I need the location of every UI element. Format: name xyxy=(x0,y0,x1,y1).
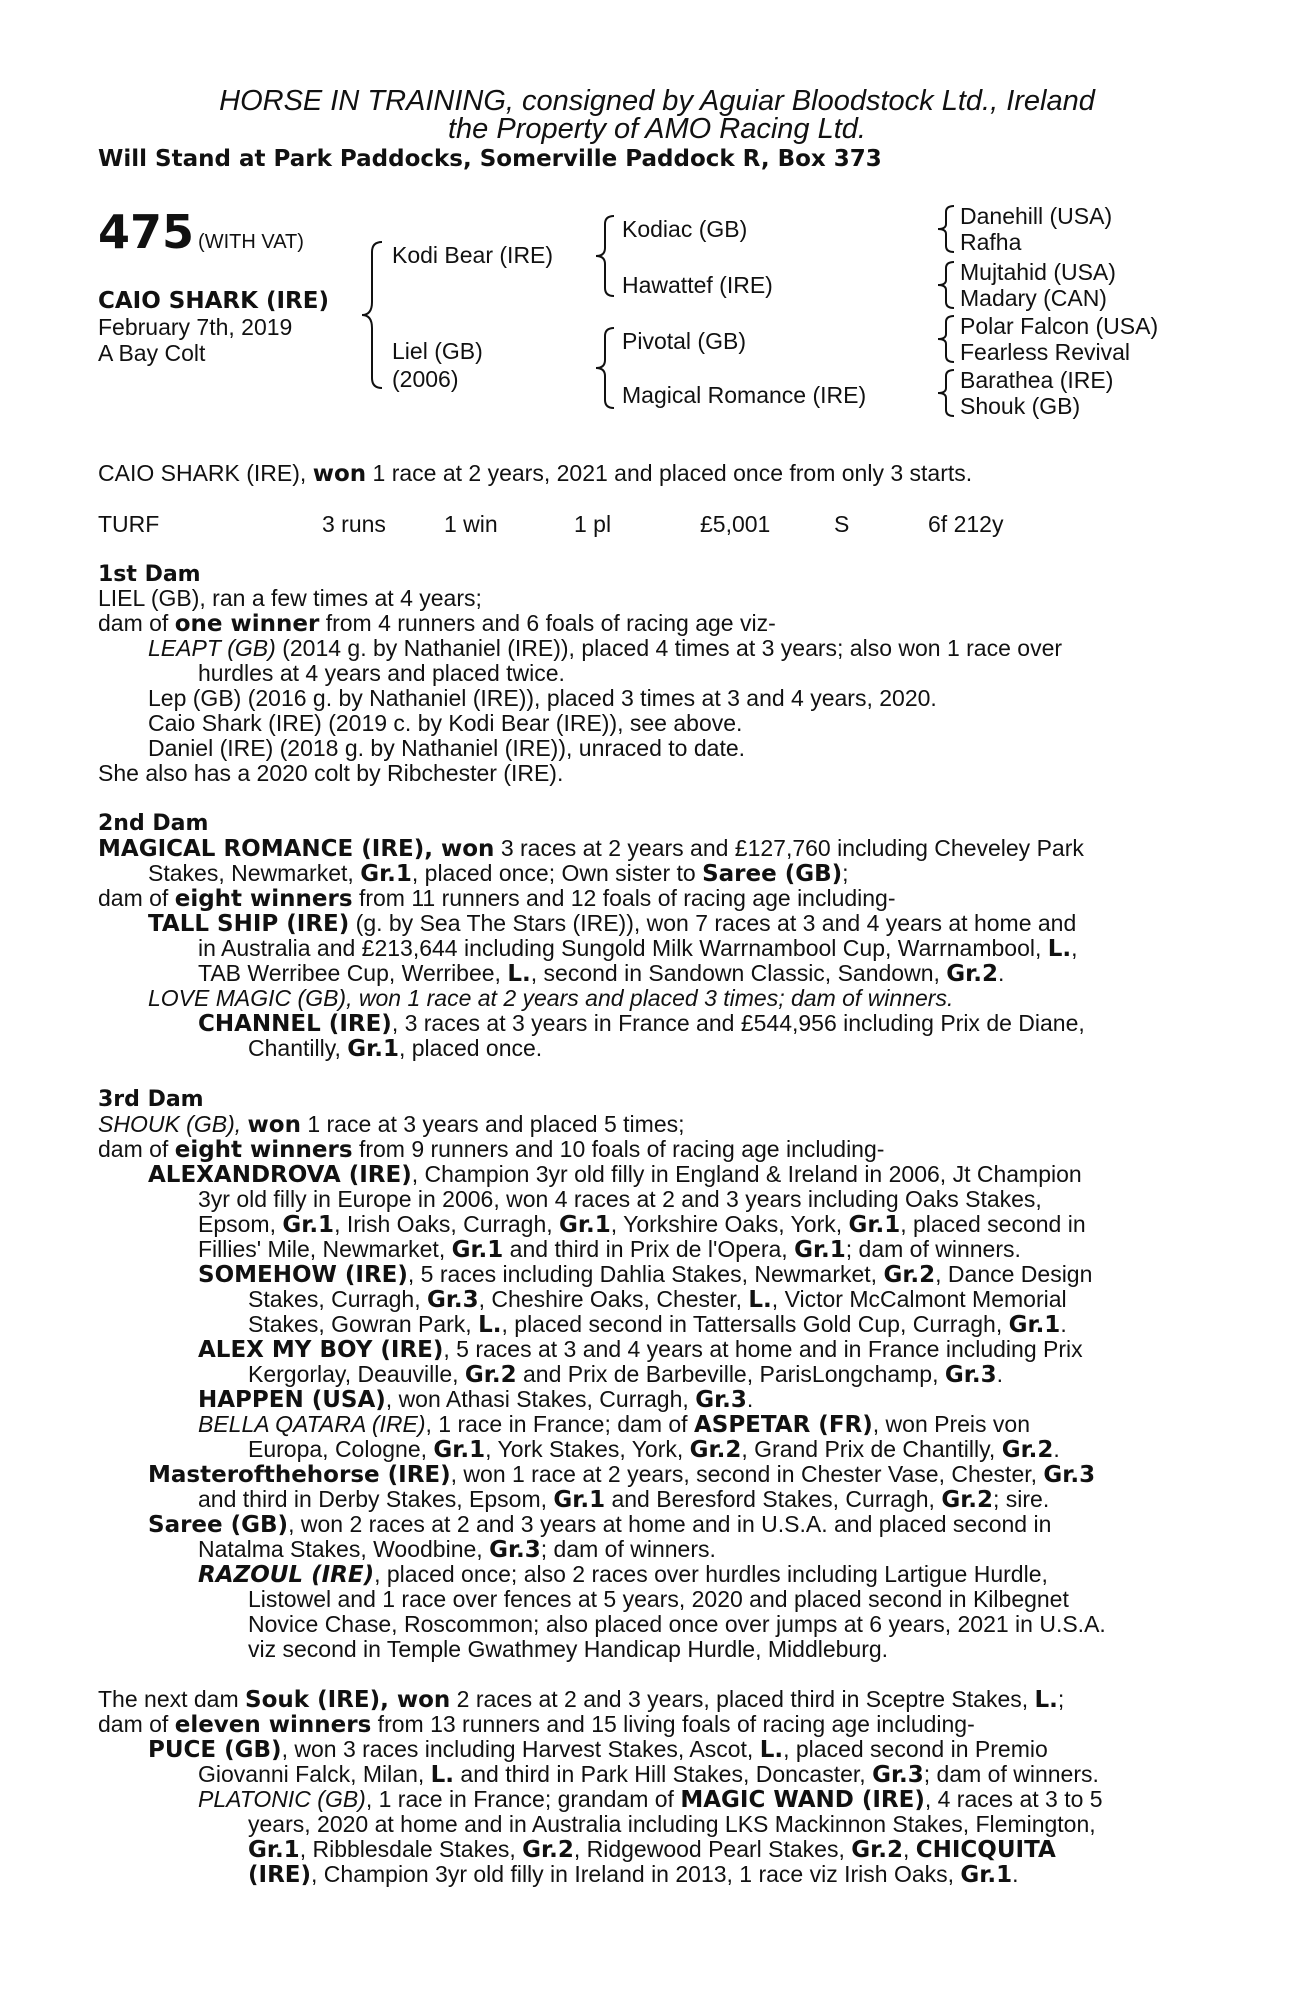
third-dam-line: Saree (GB), won 2 races at 2 and 3 years at home and in U.S.A. and placed second in xyxy=(148,1511,1052,1538)
summary-text: CAIO SHARK (IRE), xyxy=(98,460,313,486)
second-dam-line: MAGICAL ROMANCE (IRE), won 3 races at 2 years and £127,760 including Cheveley Park xyxy=(98,835,1084,862)
second-dam-heading: 2nd Dam xyxy=(98,811,209,836)
sire-dam-brace xyxy=(360,240,390,390)
lot-number-block xyxy=(98,205,304,259)
stat-earnings: £5,001 xyxy=(700,511,771,537)
stand-location: Will Stand at Park Paddocks, Somerville Paddock R, Box 373 xyxy=(98,146,882,172)
next-dam-line: Giovanni Falck, Milan, L. and third in Park Hill Stakes, Doncaster, Gr.3; dam of winners. xyxy=(198,1761,1099,1788)
third-dam-line: HAPPEN (USA), won Athasi Stakes, Curragh, Gr.3. xyxy=(198,1386,754,1413)
stat-surface: TURF xyxy=(98,511,160,537)
sire-name: Kodi Bear (IRE) xyxy=(392,242,554,268)
third-dam-line: Natalma Stakes, Woodbine, Gr.3; dam of winners. xyxy=(198,1536,716,1563)
second-dam-line: dam of eight winners from 11 runners and 12 foals of racing age including- xyxy=(98,885,896,912)
third-dam-line: Epsom, Gr.1, Irish Oaks, Curragh, Gr.1, Yorkshire Oaks, York, Gr.1, placed second in xyxy=(198,1211,1086,1238)
stat-places: 1 pl xyxy=(574,511,612,537)
ancestor-1: Danehill (USA) xyxy=(960,203,1113,229)
dam-parents-brace xyxy=(594,326,620,410)
horse-name: CAIO SHARK (IRE) xyxy=(98,288,329,314)
stat-ground: S xyxy=(834,511,850,537)
ancestor-3: Mujtahid (USA) xyxy=(960,259,1116,285)
summary-won: won xyxy=(312,461,367,487)
first-dam-line: Daniel (IRE) (2018 g. by Nathaniel (IRE)), unraced to date. xyxy=(148,735,746,761)
third-dam-line: ALEXANDROVA (IRE), Champion 3yr old filly in England & Ireland in 2006, Jt Champion xyxy=(148,1161,1082,1188)
next-dam-line: dam of eleven winners from 13 runners and 15 living foals of racing age including- xyxy=(98,1711,975,1738)
second-dam-line: in Australia and £213,644 including Sungold Milk Warrnambool Cup, Warrnambool, L., xyxy=(198,935,1078,962)
first-dam-line: Lep (GB) (2016 g. by Nathaniel (IRE)), placed 3 times at 3 and 4 years, 2020. xyxy=(148,685,937,711)
third-dam-line: Kergorlay, Deauville, Gr.2 and Prix de Barbeville, ParisLongchamp, Gr.3. xyxy=(248,1361,1003,1388)
gen3-brace-2 xyxy=(936,260,958,310)
third-dam-line: SHOUK (GB), won 1 race at 3 years and placed 5 times; xyxy=(98,1111,685,1138)
third-dam-line: Stakes, Gowran Park, L., placed second in Tattersalls Gold Cup, Curragh, Gr.1. xyxy=(248,1311,1067,1338)
third-dam-line: 3yr old filly in Europe in 2006, won 4 races at 2 and 3 years including Oaks Stakes, xyxy=(198,1186,1042,1212)
third-dam-line: and third in Derby Stakes, Epsom, Gr.1 and Beresford Stakes, Curragh, Gr.2; sire. xyxy=(198,1486,1050,1513)
ancestor-4: Madary (CAN) xyxy=(960,285,1107,311)
next-dam-line: The next dam Souk (IRE), won 2 races at 2 and 3 years, placed third in Sceptre Stakes, L.; xyxy=(98,1686,1065,1713)
third-dam-line: Stakes, Curragh, Gr.3, Cheshire Oaks, Chester, L., Victor McCalmont Memorial xyxy=(248,1286,1067,1313)
third-dam-line: SOMEHOW (IRE), 5 races including Dahlia Stakes, Newmarket, Gr.2, Dance Design xyxy=(198,1261,1093,1288)
ancestor-8: Shouk (GB) xyxy=(960,393,1081,419)
next-dam-line: PUCE (GB), won 3 races including Harvest Stakes, Ascot, L., placed second in Premio xyxy=(148,1736,1048,1763)
lot-number: 475 xyxy=(98,205,195,259)
sire-parents-brace xyxy=(594,214,620,298)
summary-rest: 1 race at 2 years, 2021 and placed once from only 3 starts. xyxy=(366,460,973,486)
third-dam-line: Novice Chase, Roscommon; also placed once over jumps at 6 years, 2021 in U.S.A. xyxy=(248,1611,1106,1637)
gen3-brace-4 xyxy=(936,368,958,418)
horse-description: A Bay Colt xyxy=(98,340,206,366)
dam-dam: Magical Romance (IRE) xyxy=(622,382,867,408)
next-dam-line: (IRE), Champion 3yr old filly in Ireland in 2013, 1 race viz Irish Oaks, Gr.1. xyxy=(248,1861,1019,1888)
property-line: the Property of AMO Racing Ltd. xyxy=(447,113,866,145)
stat-wins: 1 win xyxy=(444,511,498,537)
ancestor-5: Polar Falcon (USA) xyxy=(960,313,1159,339)
next-dam-line: years, 2020 at home and in Australia including LKS Mackinnon Stakes, Flemington, xyxy=(248,1811,1096,1837)
first-dam-line: She also has a 2020 colt by Ribchester (IRE). xyxy=(98,760,564,786)
third-dam-line: dam of eight winners from 9 runners and 10 foals of racing age including- xyxy=(98,1136,885,1163)
consignor-line: HORSE IN TRAINING, consigned by Aguiar Bloodstock Ltd., Ireland xyxy=(219,85,1095,117)
ancestor-7: Barathea (IRE) xyxy=(960,367,1114,393)
race-summary xyxy=(98,460,972,487)
dam-name: Liel (GB) xyxy=(392,338,483,364)
third-dam-heading: 3rd Dam xyxy=(98,1087,204,1112)
gen3-brace-3 xyxy=(936,314,958,364)
third-dam-line: ALEX MY BOY (IRE), 5 races at 3 and 4 years at home and in France including Prix xyxy=(198,1336,1083,1363)
first-dam-line: LEAPT (GB) (2014 g. by Nathaniel (IRE)), placed 4 times at 3 years; also won 1 race over xyxy=(148,635,1063,661)
second-dam-line: TALL SHIP (IRE) (g. by Sea The Stars (IRE)), won 7 races at 3 and 4 years at home and xyxy=(148,910,1077,937)
third-dam-line: Masterofthehorse (IRE), won 1 race at 2 years, second in Chester Vase, Chester, Gr.3 xyxy=(148,1461,1096,1488)
third-dam-line: Fillies' Mile, Newmarket, Gr.1 and third in Prix de l'Opera, Gr.1; dam of winners. xyxy=(198,1236,1021,1263)
third-dam-line: Listowel and 1 race over fences at 5 years, 2020 and placed second in Kilbegnet xyxy=(248,1586,1069,1612)
stat-distance: 6f 212y xyxy=(928,511,1004,537)
second-dam-line: CHANNEL (IRE), 3 races at 3 years in France and £544,956 including Prix de Diane, xyxy=(198,1010,1085,1037)
stat-runs: 3 runs xyxy=(322,511,386,537)
first-dam-line: hurdles at 4 years and placed twice. xyxy=(198,660,565,686)
ancestor-6: Fearless Revival xyxy=(960,339,1130,365)
second-dam-line: Chantilly, Gr.1, placed once. xyxy=(248,1035,543,1062)
third-dam-line: Europa, Cologne, Gr.1, York Stakes, York, Gr.2, Grand Prix de Chantilly, Gr.2. xyxy=(248,1436,1060,1463)
next-dam-line: PLATONIC (GB), 1 race in France; grandam of MAGIC WAND (IRE), 4 races at 3 to 5 xyxy=(198,1786,1103,1813)
second-dam-line: Stakes, Newmarket, Gr.1, placed once; Own sister to Saree (GB); xyxy=(148,860,849,887)
dam-year: (2006) xyxy=(392,366,459,392)
third-dam-line: viz second in Temple Gwathmey Handicap Hurdle, Middleburg. xyxy=(248,1636,889,1662)
sire-sire: Kodiac (GB) xyxy=(622,216,748,242)
gen3-brace-1 xyxy=(936,204,958,254)
second-dam-line: TAB Werribee Cup, Werribee, L., second in Sandown Classic, Sandown, Gr.2. xyxy=(198,960,1005,987)
dam-sire: Pivotal (GB) xyxy=(622,328,746,354)
third-dam-line: BELLA QATARA (IRE), 1 race in France; dam of ASPETAR (FR), won Preis von xyxy=(198,1411,1031,1438)
ancestor-2: Rafha xyxy=(960,229,1022,255)
vat-label: (WITH VAT) xyxy=(198,231,304,253)
first-dam-line: LIEL (GB), ran a few times at 4 years; xyxy=(98,585,482,611)
first-dam-line: dam of one winner from 4 runners and 6 foals of racing age viz- xyxy=(98,610,776,637)
sire-dam: Hawattef (IRE) xyxy=(622,272,773,298)
first-dam-line: Caio Shark (IRE) (2019 c. by Kodi Bear (IRE)), see above. xyxy=(148,710,743,736)
second-dam-line: LOVE MAGIC (GB), won 1 race at 2 years and placed 3 times; dam of winners. xyxy=(148,985,954,1011)
next-dam-line: Gr.1, Ribblesdale Stakes, Gr.2, Ridgewood Pearl Stakes, Gr.2, CHICQUITA xyxy=(248,1836,1056,1863)
first-dam-heading: 1st Dam xyxy=(98,562,201,587)
foaling-date: February 7th, 2019 xyxy=(98,314,293,340)
third-dam-line: RAZOUL (IRE), placed once; also 2 races over hurdles including Lartigue Hurdle, xyxy=(198,1561,1048,1588)
